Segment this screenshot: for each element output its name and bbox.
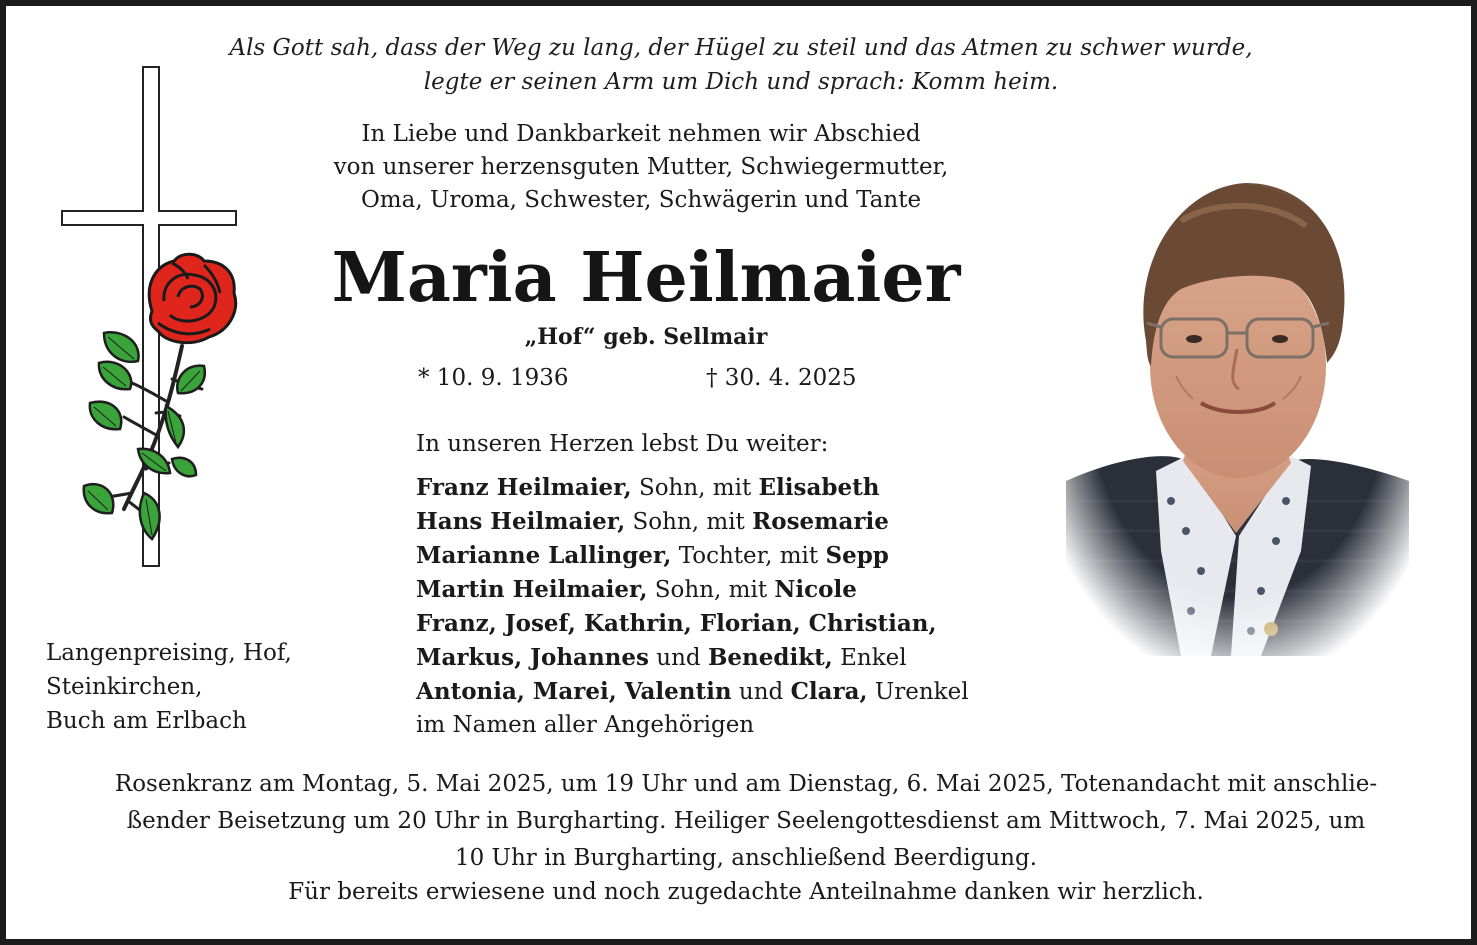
family-name: Antonia, Marei, Valentin [416, 678, 732, 705]
deceased-name: Maria Heilmaier [331, 238, 961, 318]
family-name: Clara, [790, 678, 868, 705]
family-row [416, 607, 1056, 641]
family-name: Nicole [774, 576, 857, 603]
thanks-line: Für bereits erwiesene und noch zugedachte Anteilnahme danken wir herzlich. [288, 879, 1204, 905]
family-name: Rosemarie [752, 508, 889, 535]
family-list [416, 428, 1056, 742]
family-row [416, 641, 1056, 675]
family-name: Marianne Lallinger, [416, 542, 672, 569]
family-name: Franz, Josef, Kathrin, Florian, Christian, [416, 610, 937, 637]
family-row [416, 539, 1056, 573]
family-relation: Tochter, mit [671, 543, 826, 569]
place-line-1: Langenpreising, Hof, [46, 640, 292, 666]
service-line-1: Rosenkranz am Montag, 5. Mai 2025, um 19 Uhr und am Dienstag, 6. Mai 2025, Totenandacht mit anschlie- [114, 771, 1378, 797]
family-row [416, 573, 1056, 607]
family-row [416, 709, 1056, 742]
family-name: Markus, Johannes [416, 644, 649, 671]
family-relation: Enkel [832, 645, 907, 671]
family-relation: Sohn, mit [625, 509, 753, 535]
family-name: Benedikt, [707, 644, 833, 671]
family-row [416, 675, 1056, 709]
place-line-3: Buch am Erlbach [46, 708, 247, 734]
intro-line-1: In Liebe und Dankbarkeit nehmen wir Abschied [361, 121, 921, 147]
death-date: † 30. 4. 2025 [706, 365, 857, 391]
family-row [416, 471, 1056, 505]
family-relation: und [731, 679, 791, 705]
family-name: Martin Heilmaier, [416, 576, 648, 603]
service-line-2: ßender Beisetzung um 20 Uhr in Burgharting. Heiliger Seelengottesdienst am Mittwoch, 7. Mai 2025, um [126, 808, 1366, 834]
family-relation: Sohn, mit [631, 475, 759, 501]
family-name: Hans Heilmaier, [416, 508, 626, 535]
places-block [46, 636, 292, 738]
family-relation: Urenkel [867, 679, 969, 705]
family-name: Sepp [825, 542, 889, 569]
cross-with-rose-icon [54, 61, 244, 571]
family-relation: Sohn, mit [647, 577, 775, 603]
family-row [416, 505, 1056, 539]
family-relation: und [648, 645, 708, 671]
motto-verse [186, 31, 1296, 99]
place-line-2: Steinkirchen, [46, 674, 203, 700]
motto-line-2: legte er seinen Arm um Dich und sprach: Komm heim. [423, 69, 1059, 95]
family-name: Elisabeth [758, 474, 880, 501]
family-rows [416, 471, 1056, 742]
family-name: Franz Heilmaier, [416, 474, 632, 501]
family-relation: im Namen aller Angehörigen [416, 712, 755, 738]
service-announcement [36, 766, 1456, 877]
motto-line-1: Als Gott sah, dass der Weg zu lang, der Hügel zu steil und das Atmen zu schwer wurde, [229, 35, 1253, 61]
portrait-photo [1061, 171, 1416, 661]
birth-date: * 10. 9. 1936 [418, 365, 569, 391]
service-line-3: 10 Uhr in Burgharting, anschließend Beerdigung. [454, 845, 1038, 871]
deceased-nickname: „Hof“ geb. Sellmair [524, 324, 768, 350]
intro-line-2: von unserer herzensguten Mutter, Schwiegermutter, [333, 154, 949, 180]
rose-bloom [149, 254, 235, 342]
intro-text [236, 118, 1046, 217]
intro-line-3: Oma, Uroma, Schwester, Schwägerin und Tante [360, 187, 922, 213]
family-lead: In unseren Herzen lebst Du weiter: [416, 431, 829, 457]
